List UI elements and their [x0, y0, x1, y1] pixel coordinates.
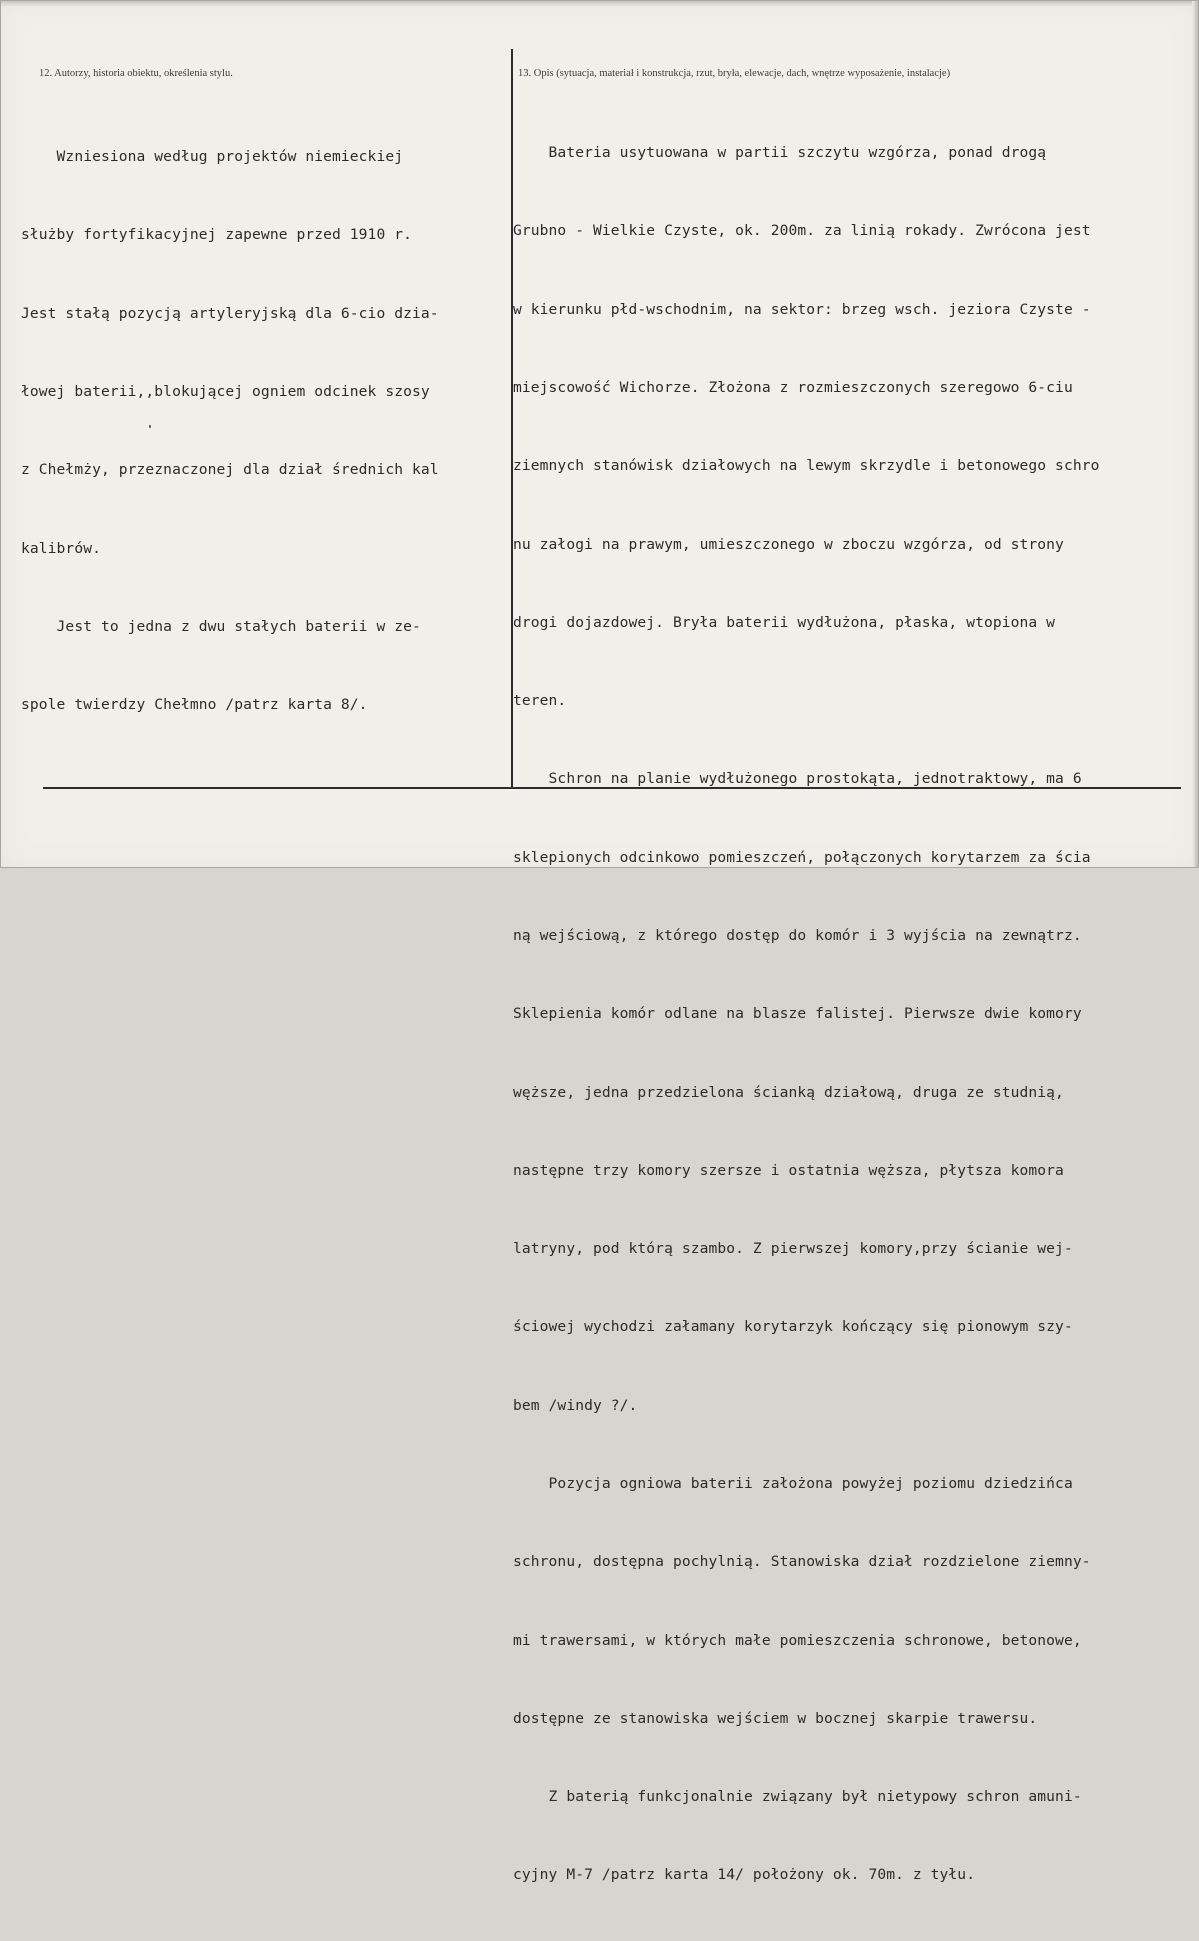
text-line: następne trzy komory szersze i ostatnia węższa, płytsza komora: [513, 1161, 1064, 1179]
text-line: ściowej wychodzi załamany korytarzyk kończący się pionowym szy-: [513, 1318, 1073, 1336]
text-line: służby fortyfikacyjnej zapewne przed 1910 r.: [21, 226, 412, 244]
text-line: Pozycja ogniowa baterii założona powyżej poziomu dziedzińca: [513, 1474, 1073, 1492]
text-line: spole twierdzy Chełmno /patrz karta 8/.: [21, 696, 368, 714]
text-line: bem /windy ?/.: [513, 1396, 638, 1414]
section-13-header: 13. Opis (sytuacja, materiał i konstrukcja, rzut, bryła, elewacje, dach, wnętrze wyposażenie, instalacje): [518, 68, 951, 79]
text-line: Wzniesiona według projektów niemieckiej: [21, 148, 404, 166]
bottom-rule: [43, 787, 1181, 789]
text-line: łowej baterii,,blokującej ogniem odcinek szosy: [21, 383, 430, 401]
text-line: Jest to jedna z dwu stałych baterii w ze-: [21, 617, 421, 635]
text-line: węższe, jedna przedzielona ścianką działową, druga ze studnią,: [513, 1083, 1064, 1101]
section-12-header: 12. Autorzy, historia obiektu, określenia stylu.: [39, 68, 233, 79]
text-line: cyjny M-7 /patrz karta 14/ położony ok. 70m. z tyłu.: [513, 1866, 976, 1884]
card-top-edge: [1, 1, 1198, 7]
text-line: ziemnych stanówisk działowych na lewym skrzydle i betonowego schro: [513, 457, 1100, 475]
text-line: ną wejściową, z którego dostęp do komór i 3 wyjścia na zewnątrz.: [513, 927, 1082, 944]
section-12-text: [21, 92, 439, 770]
text-line: dostępne ze stanowiska wejściem w bocznej skarpie trawersu.: [513, 1709, 1038, 1727]
text-line: w kierunku płd-wschodnim, na sektor: brzeg wsch. jeziora Czyste -: [513, 300, 1091, 318]
text-line: kalibrów.: [21, 539, 101, 557]
text-line: nu załogi na prawym, umieszczonego w zboczu wzgórza, od strony: [513, 535, 1064, 553]
text-line: miejscowość Wichorze. Złożona z rozmieszczonych szeregowo 6-ciu: [513, 379, 1073, 397]
section-13-text: [513, 88, 1100, 1941]
text-line: Grubno - Wielkie Czyste, ok. 200m. za linią rokady. Zwrócona jest: [513, 222, 1091, 240]
text-line: z Chełmży, przeznaczonej dla dział średnich kal: [21, 461, 439, 479]
text-line: Sklepienia komór odlane na blasze falistej. Pierwsze dwie komory: [513, 1005, 1082, 1023]
text-line: latryny, pod którą szambo. Z pierwszej komory,przy ścianie wej-: [513, 1240, 1073, 1258]
text-line: Schron na planie wydłużonego prostokąta, jednotraktowy, ma 6: [513, 770, 1082, 788]
text-line: drogi dojazdowej. Bryła baterii wydłużona, płaska, wtopiona w: [513, 613, 1056, 631]
text-line: Jest stałą pozycją artyleryjską dla 6-cio dzia-: [21, 304, 439, 322]
text-line: mi trawersami, w których małe pomieszczenia schronowe, betonowe,: [513, 1631, 1082, 1649]
text-line: teren.: [513, 692, 567, 710]
ink-speck: [149, 425, 151, 428]
text-line: Z baterią funkcjonalnie związany był nietypowy schron amuni-: [513, 1788, 1082, 1806]
card-right-edge: [1192, 1, 1198, 867]
text-line: sklepionych odcinkowo pomieszczeń, połączonych korytarzem za ścia: [513, 848, 1091, 866]
text-line: Bateria usytuowana w partii szczytu wzgórza, ponad drogą: [513, 144, 1047, 162]
text-line: schronu, dostępna pochylnią. Stanowiska dział rozdzielone ziemny-: [513, 1553, 1091, 1571]
